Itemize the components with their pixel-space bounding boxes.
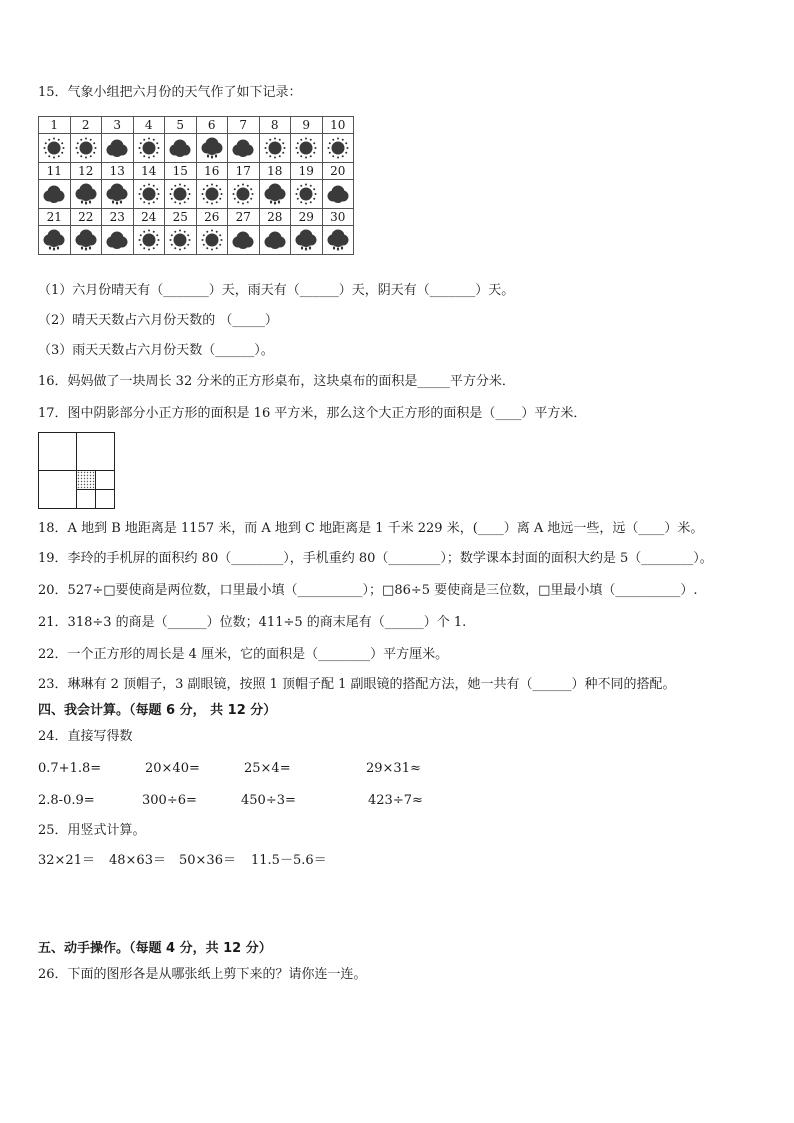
weather-icon-cell [322, 226, 354, 255]
weather-day-number: 21 [39, 209, 71, 226]
weather-day-number: 8 [259, 117, 291, 134]
rain-icon [73, 182, 99, 206]
weather-icon-row [39, 134, 354, 163]
sun-icon [262, 136, 288, 160]
weather-day-number: 24 [133, 209, 165, 226]
rain-icon [73, 228, 99, 252]
weather-day-number: 26 [196, 209, 228, 226]
sun-icon [136, 136, 162, 160]
section4-heading: 四、我会计算。（每题 6 分， 共 12 分） [38, 703, 277, 718]
sun-icon [293, 182, 319, 206]
weather-icon-cell [322, 180, 354, 209]
weather-day-number: 4 [133, 117, 165, 134]
weather-icon-cell [102, 134, 134, 163]
cloud-icon [104, 136, 130, 160]
sun-icon [199, 228, 225, 252]
weather-day-number: 18 [259, 163, 291, 180]
sun-icon [293, 136, 319, 160]
vertical-calc-item: 50×36＝ [179, 853, 236, 868]
q22-text: 22．一个正方形的周长是 4 厘米，它的面积是（________）平方厘米。 [38, 647, 449, 662]
weather-day-number: 1 [39, 117, 71, 134]
calc-item: 20×40= [145, 761, 200, 776]
vertical-calc-item: 48×63＝ [109, 853, 166, 868]
weather-day-number: 11 [39, 163, 71, 180]
calc-item: 300÷6= [142, 793, 197, 808]
weather-day-number: 30 [322, 209, 354, 226]
q17-text: 17．图中阴影部分小正方形的面积是 16 平方米，那么这个大正方形的面积是（____）平方米． [38, 406, 587, 421]
weather-icon-cell [196, 226, 228, 255]
weather-icon-cell [133, 134, 165, 163]
weather-table [38, 116, 354, 255]
weather-icon-cell [39, 226, 71, 255]
calc-item: 0.7+1.8= [38, 761, 102, 776]
weather-day-number: 29 [291, 209, 323, 226]
weather-day-number: 12 [70, 163, 102, 180]
weather-icon-cell [70, 134, 102, 163]
q16-text: 16．妈妈做了一块周长 32 分米的正方形桌布，这块桌布的面积是_____平方分米． [38, 374, 515, 389]
rain-icon [199, 136, 225, 160]
rain-icon [262, 182, 288, 206]
weather-day-row [39, 163, 354, 180]
sun-icon [136, 182, 162, 206]
cloud-icon [325, 182, 351, 206]
cloud-icon [262, 228, 288, 252]
weather-icon-cell [322, 134, 354, 163]
weather-icon-cell [102, 180, 134, 209]
weather-day-number: 10 [322, 117, 354, 134]
weather-day-row [39, 117, 354, 134]
cloud-icon [230, 228, 256, 252]
calc-item: 29×31≈ [366, 761, 421, 776]
weather-icon-cell [196, 180, 228, 209]
sun-icon [325, 136, 351, 160]
rain-icon [104, 182, 130, 206]
weather-icon-cell [259, 180, 291, 209]
weather-day-number: 17 [228, 163, 260, 180]
weather-day-number: 16 [196, 163, 228, 180]
weather-day-number: 25 [165, 209, 197, 226]
weather-day-number: 20 [322, 163, 354, 180]
q15-sub1: （1）六月份晴天有（_______）天，雨天有（______）天，阴天有（_______）天。 [38, 283, 515, 298]
q18-text: 18．A 地到 B 地距离是 1157 米，而 A 地到 C 地距离是 1 千米 229 米，(____）离 A 地远一些，远（____）米。 [38, 521, 704, 536]
q15-sub3: （3）雨天天数占六月份天数（______）。 [38, 343, 274, 358]
weather-icon-cell [196, 134, 228, 163]
q20-text: 20．527÷□要使商是两位数，口里最小填（__________）；□86÷5 要使商是三位数，□里最小填（__________）. [38, 583, 698, 598]
weather-icon-cell [291, 134, 323, 163]
weather-icon-cell [228, 226, 260, 255]
weather-day-number: 9 [291, 117, 323, 134]
q23-text: 23．琳琳有 2 顶帽子，3 副眼镜，按照 1 顶帽子配 1 副眼镜的搭配方法，她一共有（______）种不同的搭配。 [38, 677, 676, 692]
weather-day-number: 19 [291, 163, 323, 180]
weather-icon-cell [259, 226, 291, 255]
rain-icon [41, 228, 67, 252]
cloud-icon [104, 228, 130, 252]
weather-day-number: 2 [70, 117, 102, 134]
weather-icon-cell [291, 226, 323, 255]
calc-item: 25×4= [244, 761, 291, 776]
calc-item: 2.8-0.9= [38, 793, 95, 808]
weather-day-number: 28 [259, 209, 291, 226]
q21-text: 21．318÷3 的商是（______）位数；411÷5 的商末尾有（______）个 1. [38, 615, 467, 630]
sun-icon [41, 136, 67, 160]
q19-text: 19．李玲的手机屏的面积约 80（________），手机重约 80（________）；数学课本封面的面积大约是 5（________）。 [38, 551, 713, 566]
weather-icon-cell [259, 134, 291, 163]
weather-icon-cell [39, 180, 71, 209]
q15-sub2: （2）晴天天数占六月份天数的 （_____） [38, 313, 278, 328]
rain-icon [325, 228, 351, 252]
weather-day-number: 13 [102, 163, 134, 180]
weather-icon-cell [165, 226, 197, 255]
weather-icon-cell [165, 134, 197, 163]
q26-text: 26．下面的图形各是从哪张纸上剪下来的？请你连一连。 [38, 967, 367, 982]
sun-icon [136, 228, 162, 252]
weather-day-number: 7 [228, 117, 260, 134]
weather-icon-cell [165, 180, 197, 209]
sun-icon [73, 136, 99, 160]
q25-title: 25．用竖式计算。 [38, 823, 146, 838]
q24-title: 24．直接写得数 [38, 729, 133, 744]
sun-icon [199, 182, 225, 206]
sun-icon [167, 182, 193, 206]
q15-title: 15．气象小组把六月份的天气作了如下记录： [38, 85, 302, 100]
cloud-icon [230, 136, 256, 160]
weather-day-number: 5 [165, 117, 197, 134]
weather-icon-cell [133, 180, 165, 209]
weather-icon-cell [70, 226, 102, 255]
rain-icon [293, 228, 319, 252]
weather-day-number: 15 [165, 163, 197, 180]
weather-day-number: 27 [228, 209, 260, 226]
vertical-calc-item: 32×21＝ [38, 853, 95, 868]
weather-day-number: 23 [102, 209, 134, 226]
sun-icon [167, 228, 193, 252]
weather-day-row [39, 209, 354, 226]
weather-icon-cell [70, 180, 102, 209]
weather-day-number: 22 [70, 209, 102, 226]
weather-icon-cell [228, 180, 260, 209]
weather-icon-row [39, 180, 354, 209]
weather-icon-cell [39, 134, 71, 163]
weather-icon-cell [133, 226, 165, 255]
cloud-icon [167, 136, 193, 160]
weather-icon-cell [291, 180, 323, 209]
section5-heading: 五、动手操作。（每题 4 分，共 12 分） [38, 941, 272, 956]
vertical-calc-item: 11.5－5.6＝ [251, 853, 327, 868]
cloud-icon [41, 182, 67, 206]
weather-day-number: 14 [133, 163, 165, 180]
calc-item: 423÷7≈ [368, 793, 423, 808]
square-figure [38, 432, 116, 510]
sun-icon [230, 182, 256, 206]
weather-icon-cell [228, 134, 260, 163]
weather-day-number: 6 [196, 117, 228, 134]
weather-icon-row [39, 226, 354, 255]
weather-day-number: 3 [102, 117, 134, 134]
shaded-small-square [77, 471, 96, 490]
weather-icon-cell [102, 226, 134, 255]
calc-item: 450÷3= [241, 793, 296, 808]
